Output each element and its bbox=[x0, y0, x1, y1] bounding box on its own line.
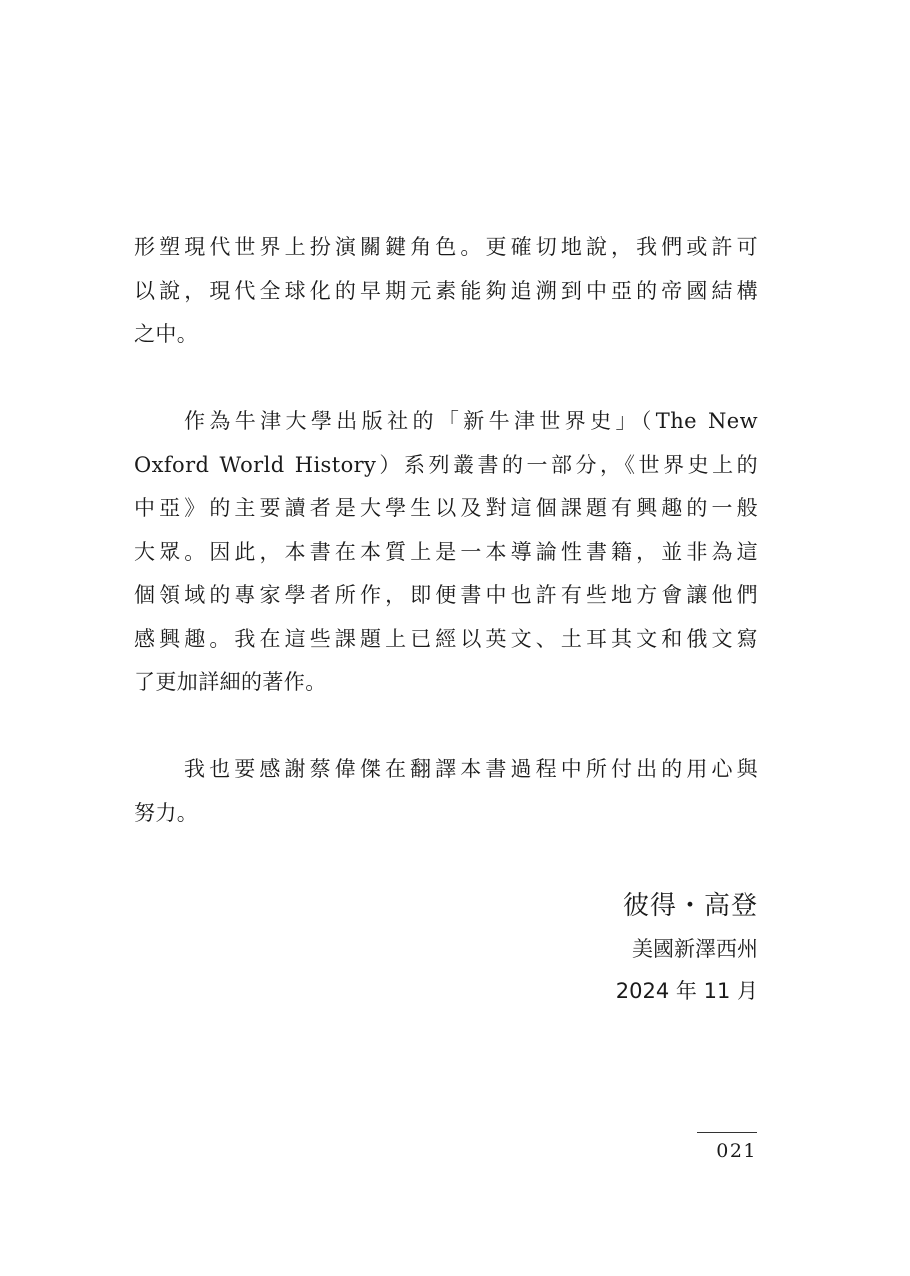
text-line: 了更加詳細的著作。 bbox=[134, 670, 327, 694]
text-line: 大眾。因此，本書在本質上是一本導論性書籍，並非為這 bbox=[134, 539, 758, 564]
signature-date: 2024 年 11 月 bbox=[615, 979, 758, 1003]
text-line: 感興趣。我在這些課題上已經以英文、土耳其文和俄文寫 bbox=[134, 626, 758, 651]
text-line: Oxford World History）系列叢書的一部分，《世界史上的 bbox=[134, 452, 758, 477]
page-number: 021 bbox=[716, 1140, 757, 1162]
paragraph-3 bbox=[134, 748, 758, 835]
text-line: 個領域的專家學者所作，即便書中也許有些地方會讓他們 bbox=[134, 583, 758, 607]
text-line: 我也要感謝蔡偉傑在翻譯本書過程中所付出的用心與 bbox=[184, 757, 758, 781]
text-line: 形塑現代世界上扮演關鍵角色。更確切地說，我們或許可 bbox=[134, 235, 758, 259]
text-line: 作為牛津大學出版社的「新牛津世界史」（The New bbox=[184, 409, 758, 433]
author-name: 彼得・高登 bbox=[622, 891, 758, 921]
text-line: 中亞》的主要讀者是大學生以及對這個課題有興趣的一般 bbox=[134, 496, 758, 520]
body-text bbox=[134, 226, 758, 835]
page-number-rule bbox=[697, 1132, 757, 1133]
text-line: 以說，現代全球化的早期元素能夠追溯到中亞的帝國結構 bbox=[134, 278, 758, 303]
paragraph-2 bbox=[134, 400, 758, 705]
author-location: 美國新澤西州 bbox=[632, 937, 758, 961]
signature-block bbox=[616, 884, 758, 1012]
paragraph-1 bbox=[134, 226, 758, 357]
text-line: 之中。 bbox=[134, 322, 199, 346]
text-line: 努力。 bbox=[134, 800, 199, 825]
